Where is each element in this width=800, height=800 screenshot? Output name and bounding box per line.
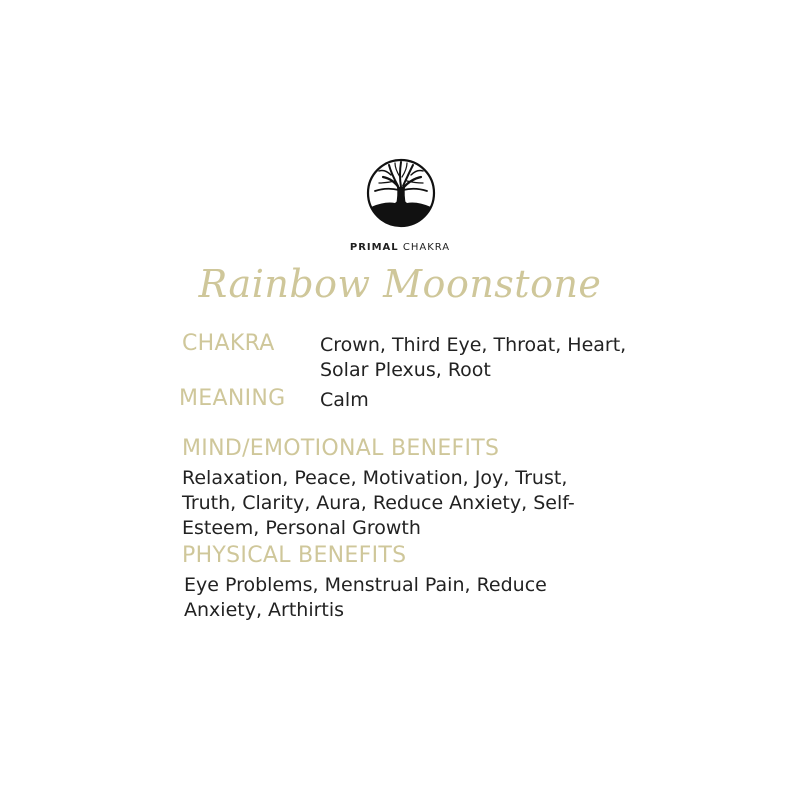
- chakra-value: Crown, Third Eye, Throat, Heart, Solar Plexus, Root: [320, 334, 627, 381]
- physical-benefits-value: Eye Problems, Menstrual Pain, Reduce Anxiety, Arthirtis: [184, 574, 547, 621]
- mind-benefits-label: MIND/EMOTIONAL BENEFITS: [182, 436, 500, 461]
- chakra-label: CHAKRA: [182, 331, 275, 356]
- brand-name-rest: CHAKRA: [398, 242, 451, 253]
- physical-benefits-label: PHYSICAL BENEFITS: [182, 543, 407, 568]
- stone-title: Rainbow Moonstone: [198, 262, 602, 306]
- mind-benefits-value: Relaxation, Peace, Motivation, Joy, Trust, Truth, Clarity, Aura, Reduce Anxiety, Self-Esteem, Personal Growth: [182, 467, 575, 539]
- tree-of-life-icon: [365, 157, 437, 229]
- brand-name: [300, 242, 500, 253]
- meaning-label: MEANING: [179, 386, 286, 411]
- brand-name-bold: PRIMAL: [349, 242, 399, 253]
- meaning-value: Calm: [320, 389, 369, 411]
